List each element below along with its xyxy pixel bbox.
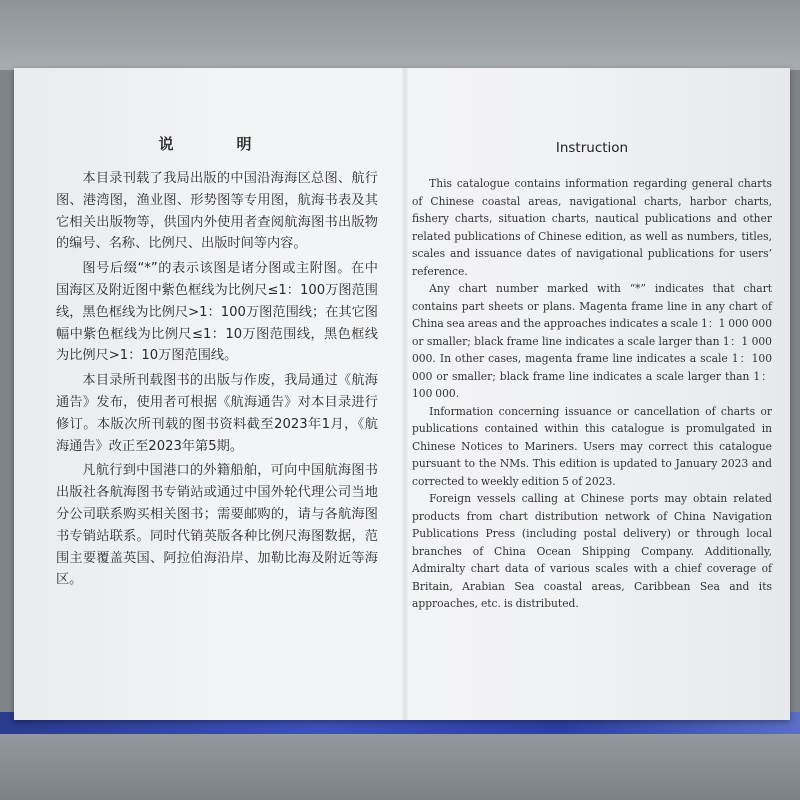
background-top	[0, 0, 800, 70]
chinese-paragraph-3: 本目录所刊载图书的出版与作废，我局通过《航海通告》发布，使用者可根据《航海通告》对本目录进行修订。本版次所刊载的图书资料截至2023年1月，《航海通告》改正至2023年第5期。	[56, 373, 378, 454]
page-fold	[402, 68, 408, 720]
english-column	[412, 120, 772, 613]
english-paragraph-2: Any chart number marked with “*” indicates that chart contains part sheets or plans. Magenta frame line in any chart of China sea areas and the approaches indicates a scale 1：1 000 000 or smaller; black frame line indicates a scale larger than 1：1 000 000. In other cases, magenta frame line indicates a scale 1：100 000 or smaller; black frame line indicates a scale larger than 1：100 000.	[412, 282, 772, 400]
english-paragraph-4: Foreign vessels calling at Chinese ports may obtain related products from chart distribution network of China Navigation Publications Press (including postal delivery) or through local branches of China Ocean Shipping Company. Additionally, Admiralty chart data of various scales with a chief coverage of Britain, Arabian Sea coastal areas, Caribbean Sea and its approaches, etc. is distributed.	[412, 492, 772, 610]
english-paragraph-3: Information concerning issuance or cancellation of charts or publications contained within this catalogue is promulgated in Chinese Notices to Mariners. Users may correct this catalogue pursuant to the NMs. This edition is updated to January 2023 and corrected to weekly edition 5 of 2023.	[412, 404, 772, 488]
catalogue-page	[14, 68, 790, 720]
chinese-paragraph-1: 本目录刊载了我局出版的中国沿海海区总图、航行图、港湾图，渔业图、形势图等专用图，航海书表及其它相关出版物等，供国内外使用者查阅航海图书出版物的编号、名称、比例尺、出版时间等内容。	[56, 171, 378, 252]
english-title: Instruction	[555, 140, 629, 156]
chinese-paragraph-4: 凡航行到中国港口的外籍船舶，可向中国航海图书出版社各航海图书专销站或通过中国外轮代理公司当地分公司联系购买相关图书；需要邮购的，请与各航海图书专销站联系。同时代销英版各种比例尺海图数据，范围主要覆盖英国、阿拉伯海沿岸、加勒比海及附近等海区。	[56, 463, 378, 588]
chinese-column	[56, 120, 378, 594]
chinese-title: 说 明	[158, 135, 276, 153]
english-paragraph-1: This catalogue contains information regarding general charts of Chinese coastal areas, navigational charts, harbor charts, fishery charts, situation charts, nautical publications and other related publications of Chinese edition, as well as numbers, titles, scales and issuance dates of navigational publications for users’ reference.	[412, 177, 772, 278]
chinese-paragraph-2: 图号后缀“*”的表示该图是诸分图或主附图。在中国海区及附近图中紫色框线为比例尺≤1：100万图范围线，黑色框线为比例尺>1：100万图范围线；在其它图幅中紫色框线为比例尺≤1：10万图范围线，黑色框线为比例尺>1：10万图范围线。	[56, 261, 378, 364]
